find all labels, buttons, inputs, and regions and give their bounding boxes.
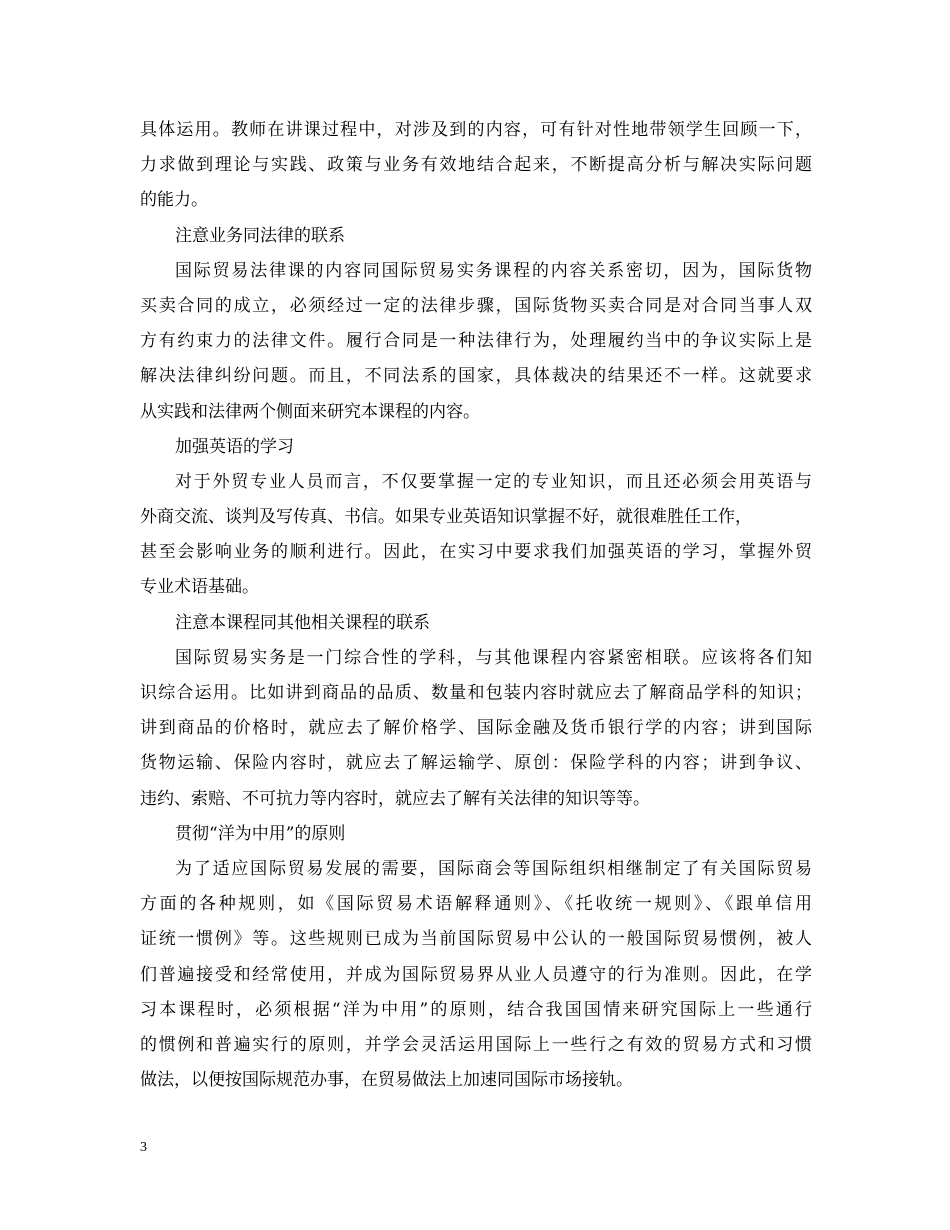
paragraph-line: 外商交流、谈判及写传真、书信。如果专业英语知识掌握不好，就很难胜任工作， <box>140 507 752 528</box>
paragraph-line: 方面的各种规则，如《国际贸易术语解释通则》、《托收统一规则》、《跟单信用 <box>140 894 812 915</box>
paragraph-line: 具体运用。教师在讲课过程中，对涉及到的内容，可有针对性地带领学生回顾一下， <box>140 120 812 140</box>
paragraph-line: 为了适应国际贸易发展的需要，国际商会等国际组织相继制定了有关国际贸易 <box>175 858 812 879</box>
paragraph-line: 货物运输、保险内容时，就应去了解运输学、原创：保险学科的内容；讲到争议、 <box>140 753 812 774</box>
paragraph-line: 证统一惯例》等。这些规则已成为当前国际贸易中公认的一般国际贸易惯例，被人 <box>140 929 812 950</box>
document-body <box>140 113 812 1098</box>
paragraph-line: 的能力。 <box>140 190 208 211</box>
section-heading: 加强英语的学习 <box>175 436 294 457</box>
paragraph-line: 违约、索赔、不可抗力等内容时，就应去了解有关法律的知识等等。 <box>140 788 650 809</box>
paragraph-line: 国际贸易实务是一门综合性的学科，与其他课程内容紧密相联。应该将各们知 <box>175 647 812 668</box>
paragraph-line: 识综合运用。比如讲到商品的品质、数量和包装内容时就应去了解商品学科的知识； <box>140 683 812 703</box>
paragraph-line: 们普遍接受和经常使用，并成为国际贸易界从业人员遵守的行为准则。因此，在学 <box>140 964 812 985</box>
paragraph-line: 解决法律纠纷问题。而且，不同法系的国家，具体裁决的结果还不一样。这就要求 <box>140 366 812 387</box>
paragraph-line: 讲到商品的价格时，就应去了解价格学、国际金融及货币银行学的内容；讲到国际 <box>140 718 812 739</box>
section-heading: 注意本课程同其他相关课程的联系 <box>175 612 430 633</box>
paragraph-line: 做法，以便按国际规范办事，在贸易做法上加速同国际市场接轨。 <box>140 1070 633 1091</box>
paragraph-line: 买卖合同的成立，必须经过一定的法律步骤，国际货物买卖合同是对合同当事人双 <box>140 295 812 316</box>
paragraph-line: 甚至会影响业务的顺利进行。因此，在实习中要求我们加强英语的学习，掌握外贸 <box>140 542 812 563</box>
paragraph-line: 力求做到理论与实践、政策与业务有效地结合起来，不断提高分析与解决实际问题 <box>140 155 812 176</box>
paragraph-line: 方有约束力的法律文件。履行合同是一种法律行为，处理履约当中的争议实际上是 <box>140 331 812 352</box>
section-heading: 注意业务同法律的联系 <box>175 225 345 246</box>
paragraph-line: 对于外贸专业人员而言，不仅要掌握一定的专业知识，而且还必须会用英语与 <box>175 471 812 492</box>
section-heading: 贯彻“洋为中用”的原则 <box>175 823 346 844</box>
paragraph-line: 国际贸易法律课的内容同国际贸易实务课程的内容关系密切，因为，国际货物 <box>175 260 812 281</box>
page-number: 3 <box>140 1140 147 1155</box>
paragraph-line: 专业术语基础。 <box>140 577 259 598</box>
paragraph-line: 从实践和法律两个侧面来研究本课程的内容。 <box>140 401 480 422</box>
paragraph-line: 习本课程时，必须根据“洋为中用”的原则，结合我国国情来研究国际上一些通行 <box>140 999 812 1020</box>
paragraph-line: 的惯例和普遍实行的原则，并学会灵活运用国际上一些行之有效的贸易方式和习惯 <box>140 1034 812 1055</box>
